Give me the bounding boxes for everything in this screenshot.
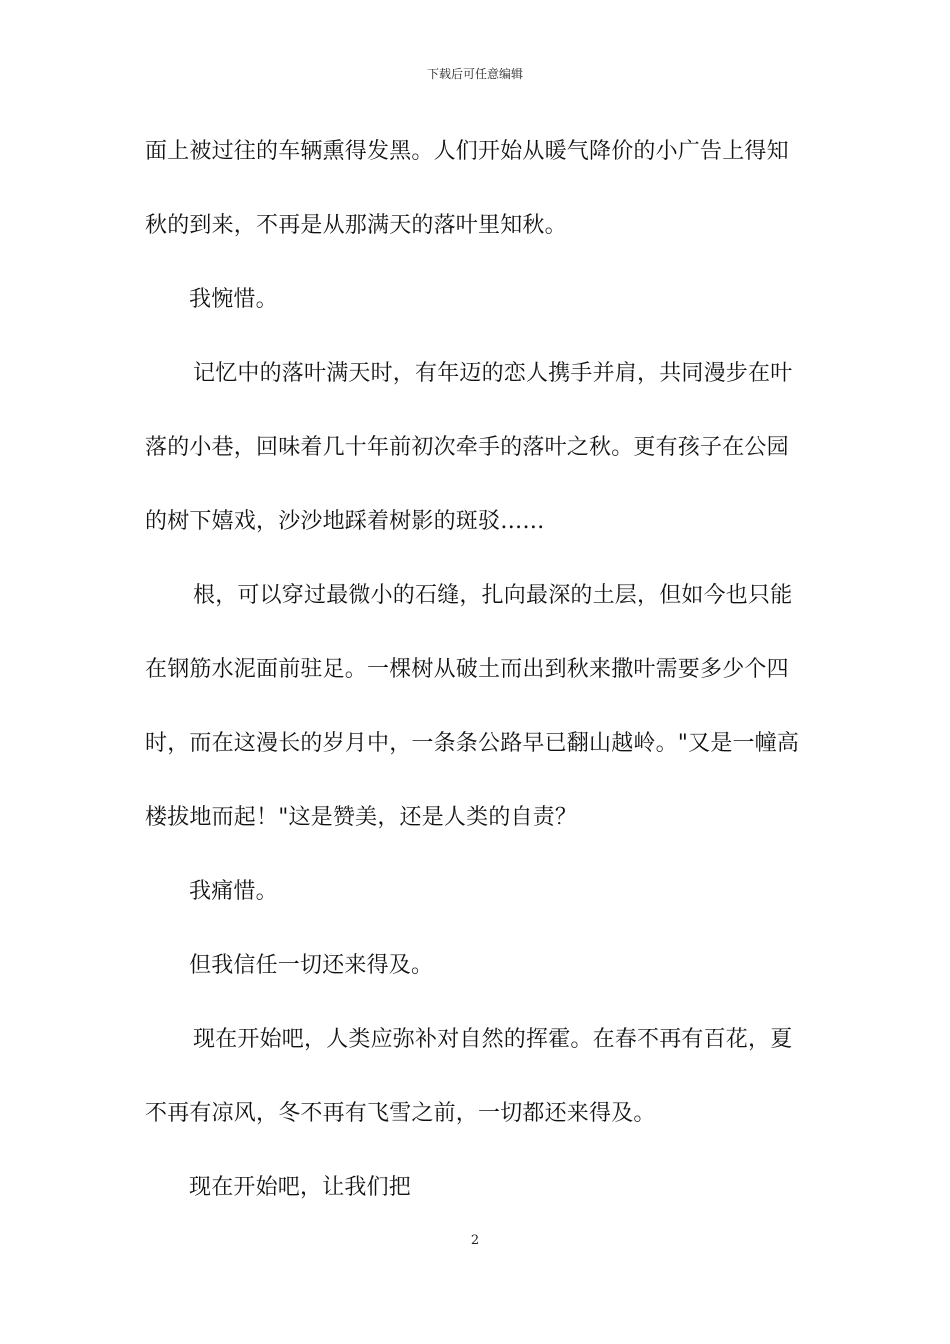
text-line: 秋的到来，不再是从那满天的落叶里知秋。 xyxy=(145,213,567,238)
text-line: 在钢筋水泥面前驻足。一棵树从破土而出到秋来撒叶需要多少个四 xyxy=(145,657,789,682)
text-line: 楼拔地而起！"这是赞美，还是人类的自责？ xyxy=(145,805,578,830)
text-line: 根，可以穿过最微小的石缝，扎向最深的土层，但如今也只能 xyxy=(193,583,793,608)
text-line: 但我信任一切还来得及。 xyxy=(189,953,434,978)
document-body xyxy=(145,130,810,1240)
text-line: 落的小巷，回味着几十年前初次牵手的落叶之秋。更有孩子在公园 xyxy=(145,435,789,460)
text-line: 现在开始吧，让我们把 xyxy=(189,1175,412,1200)
text-line: 记忆中的落叶满天时，有年迈的恋人携手并肩，共同漫步在叶 xyxy=(193,361,793,386)
text-line: 的树下嬉戏，沙沙地踩着树影的斑驳…… xyxy=(145,509,545,534)
text-line: 现在开始吧，人类应弥补对自然的挥霍。在春不再有百花，夏 xyxy=(193,1027,793,1052)
text-line: 时，而在这漫长的岁月中，一条条公路早已翻山越岭。"又是一幢高 xyxy=(145,731,800,756)
text-line: 面上被过往的车辆熏得发黑。人们开始从暖气降价的小广告上得知 xyxy=(145,139,789,164)
page-number: 2 xyxy=(470,1233,480,1248)
text-line: 我痛惜。 xyxy=(189,879,278,904)
text-line: 不再有凉风，冬不再有飞雪之前，一切都还来得及。 xyxy=(145,1101,656,1126)
page-header: 下载后可任意编辑 xyxy=(426,67,523,81)
text-line: 我惋惜。 xyxy=(189,287,278,312)
